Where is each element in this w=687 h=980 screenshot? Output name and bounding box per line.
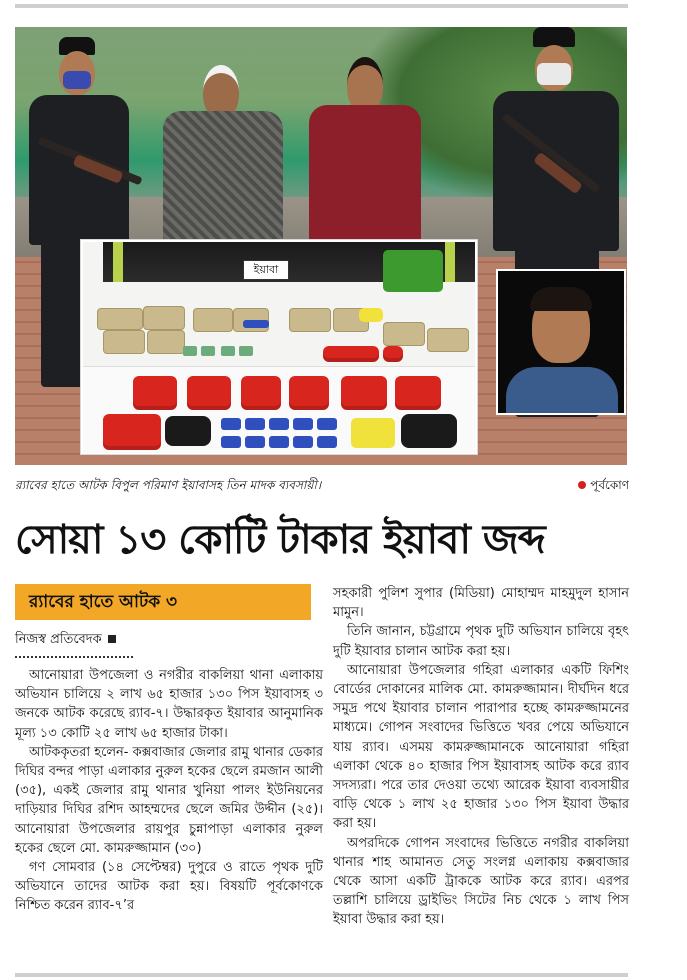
paragraph: আটককৃতরা হলেন- কক্সবাজার জেলার রামু থানার ডেকার দিঘির বন্দর পাড়া এলাকার নুরুল হকের ছেলে রমজান আলী (৩৫), একই জেলার রামু থানার খুনিয়া পালং ইউনিয়নের দাড়িয়ার দিঘির রশিদ আহম্মদের ছেলে জমির উদ্দীন (২৫)। আনোয়ারা উপজেলার রায়পুর চুন্নাপাড়া এলাকার নুরুল হকের ছেলে মো. কামরুজ্জামান (৩০)	[15, 744, 323, 856]
bottom-rule	[15, 973, 628, 977]
paragraph: আনোয়ারা উপজেলার গহিরা এলাকার একটি ফিশিং বোর্ডের দোকানের মালিক মো. কামরুজ্জামান। দীর্ঘদিন ধরে সমুদ্র পথে ইয়াবার চালান পারাপার হচ্ছে কামরুজ্জামনের মাধ্যমে। গোপন সংবাদের ভিত্তিতে খবর পেয়ে অভিযানে যায় র‌্যাব। এসময় কামরুজ্জামানকে আনোয়ারা গহিরা এলাকা থেকে ৪০ হাজার পিস ইয়াবাসহ আটক করে র‌্যাব সদস্যরা। পরে তার দেওয়া তথ্যে আরেক ইয়াবা ব্যবসায়ীর বাড়ি থেকে ১ লাখ ২৫ হাজার ১৩০ পিস ইয়াবা উদ্ধার করা হয়।	[333, 662, 629, 832]
byline-divider	[15, 654, 133, 658]
photo-credit	[578, 477, 629, 497]
kicker: র‌্যাবের হাতে আটক ৩	[15, 584, 311, 620]
suspect-portrait-inset	[496, 269, 626, 415]
square-icon	[108, 635, 116, 643]
news-photo	[15, 27, 627, 465]
byline-text: নিজস্ব প্রতিবেদক	[15, 632, 102, 647]
photo-credit-label: পূর্বকোণ	[590, 478, 629, 492]
byline	[15, 630, 116, 651]
paragraph: গণ সোমবার (১৪ সেপ্টেম্বর) দুপুরে ও রাতে পৃথক দুটি অভিযানে তাদের আটক করা হয়। বিষয়টি পূর্বকোণকে নিশ্চিত করেন র‌্যাব-৭’র	[15, 860, 323, 914]
article-right-column	[333, 584, 629, 930]
photo-caption: র‌্যাবের হাতে আটক বিপুল পরিমাণ ইয়াবাসহ তিন মাদক ব্যবসায়ী।	[15, 478, 322, 492]
paragraph: তিনি জানান, চট্টগ্রামে পৃথক দুটি অভিযান চালিয়ে বৃহৎ দুটি ইয়াবার চালান আটক করা হয়।	[333, 624, 629, 659]
paragraph: অপরদিকে গোপন সংবাদের ভিত্তিতে নগরীর বাকলিয়া থানার শাহ আমানত সেতু সংলগ্ন এলাকায় কক্সবাজার থেকে আসা একটি ট্রাককে আটক করে র‌্যাব। এরপর তল্লাশি চালিয়ে ড্রাইভিং সিটের নিচ থেকে ১ লাখ পিস ইয়াবা উদ্ধার করা হয়।	[333, 835, 629, 928]
paragraph: সহকারী পুলিশ সুপার (মিডিয়া) মোহাম্মদ মাহমুদুল হাসান মামুন।	[333, 586, 629, 621]
seized-drugs-inset	[81, 240, 477, 454]
bullet-icon	[578, 481, 586, 489]
article-left-column	[15, 666, 323, 916]
headline: সোয়া ১৩ কোটি টাকার ইয়াবা জব্দ	[15, 517, 545, 563]
paragraph: আনোয়ারা উপজেলা ও নগরীর বাকলিয়া থানা এলাকায় অভিযান চালিয়ে ২ লাখ ৬৫ হাজার ১৩০ পিস ইয়াবাসহ ৩ জনকে আটক করেছে র‌্যাব-৭। উদ্ধারকৃত ইয়াবার আনুমানিক মূল্য ১৩ কোটি ২৫ লাখ ৬৫ হাজার টাকা।	[15, 668, 323, 741]
top-rule	[15, 4, 628, 8]
yaba-sign: ইয়াবা	[243, 260, 289, 280]
